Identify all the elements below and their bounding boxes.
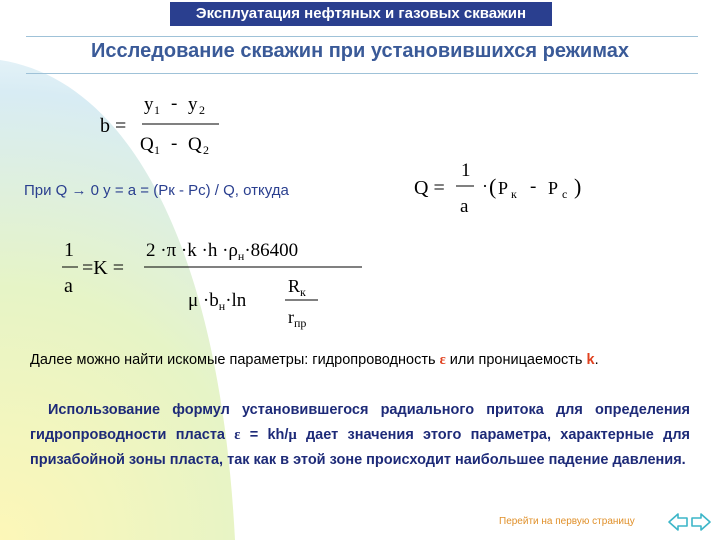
formula-k-lhs-num: 1	[64, 239, 74, 261]
intro-text: При Q → 0 y = a = (Рк - Рс) / Q, откуда	[24, 182, 289, 199]
paragraph-conclusion	[30, 398, 690, 473]
formula-b-y1-sub: 1	[154, 103, 160, 117]
formula-b-y1: y	[144, 94, 154, 115]
formula-b-q1: Q	[140, 134, 154, 155]
formula-q-dot: ·	[482, 176, 488, 196]
header-bar	[170, 2, 552, 26]
formula-q-pc-sub: с	[562, 187, 568, 201]
title-rule-bottom	[26, 73, 698, 74]
formula-k-ln-num	[288, 276, 306, 299]
formula-q-num: 1	[461, 160, 471, 181]
formula-q-lparen: (	[489, 174, 497, 199]
formula-q-rparen: )	[574, 174, 582, 199]
formula-q-pc: P	[548, 178, 559, 198]
p2-text-b: дает значения этого параметра, характерные для призабойной зоны пласта, так как в этой зоне происходит наибольшее падение давления.	[30, 427, 690, 468]
formula-k-ln-den-main: r	[288, 307, 294, 327]
formula-b-y2-sub: 2	[199, 103, 205, 117]
p2-epsilon: ε	[234, 427, 241, 443]
formula-b-q1-sub: 1	[154, 143, 160, 157]
paragraph-parameters	[30, 348, 690, 373]
formula-q-den: a	[460, 196, 469, 217]
formula-b-lhs: b =	[100, 115, 127, 137]
formula-k-lhs-den: a	[64, 275, 73, 297]
arrow-left-icon[interactable]	[667, 511, 689, 533]
formula-k-denominator	[188, 290, 247, 313]
first-page-link[interactable]: Перейти на первую страницу	[499, 516, 635, 527]
formula-q-pk-sub: к	[511, 187, 517, 201]
formula-k-ln-num-main: R	[288, 276, 301, 296]
p2-eq: = kh/	[240, 427, 289, 443]
p1-epsilon: ε	[439, 352, 446, 368]
formula-k-equals: =K =	[82, 257, 125, 279]
p1-text-b: или проницаемость	[445, 352, 587, 368]
p2-mu: μ	[288, 427, 297, 443]
p2-text-a: Использование формул установившегося радиального притока для определения гидропроводности пласта	[30, 402, 690, 443]
formula-q-minus: -	[530, 176, 537, 197]
formula-b-minus-top: -	[171, 93, 178, 114]
formula-k-denominator-head: μ ·b	[188, 290, 219, 311]
formula-b-q2: Q	[188, 134, 202, 155]
formula-k-numerator-sub: н	[237, 249, 245, 263]
formula-q	[412, 156, 612, 220]
formula-k-denominator-ln: ·ln	[225, 290, 247, 311]
formula-q-lhs: Q =	[414, 177, 445, 199]
formula-k-numerator	[146, 240, 298, 263]
formula-b-minus-bottom: -	[171, 133, 178, 154]
formula-k-ln-den-sub: пр	[294, 316, 307, 330]
p1-text-c: .	[594, 352, 599, 368]
slide-title: Исследование скважин при установившихся режимах	[91, 40, 629, 62]
formula-k	[56, 230, 376, 338]
formula-k-numerator-tail: ·86400	[244, 240, 299, 261]
formula-b	[96, 88, 236, 168]
header-title: Эксплуатация нефтяных и газовых скважин	[195, 5, 527, 22]
title-rule-top	[26, 36, 698, 37]
formula-k-denominator-sub: н	[218, 299, 226, 313]
formula-k-ln-den	[288, 307, 306, 330]
formula-k-numerator-main: 2 ·π ·k ·h ·ρ	[146, 240, 238, 261]
arrow-right-icon[interactable]	[690, 511, 712, 533]
formula-b-y2: y	[188, 94, 198, 115]
formula-q-pk: P	[498, 178, 509, 198]
formula-b-q2-sub: 2	[203, 143, 209, 157]
p1-k: k	[586, 352, 595, 368]
p1-text-a: Далее можно найти искомые параметры: гидропроводность	[30, 352, 440, 368]
formula-k-ln-num-sub: к	[300, 285, 306, 299]
